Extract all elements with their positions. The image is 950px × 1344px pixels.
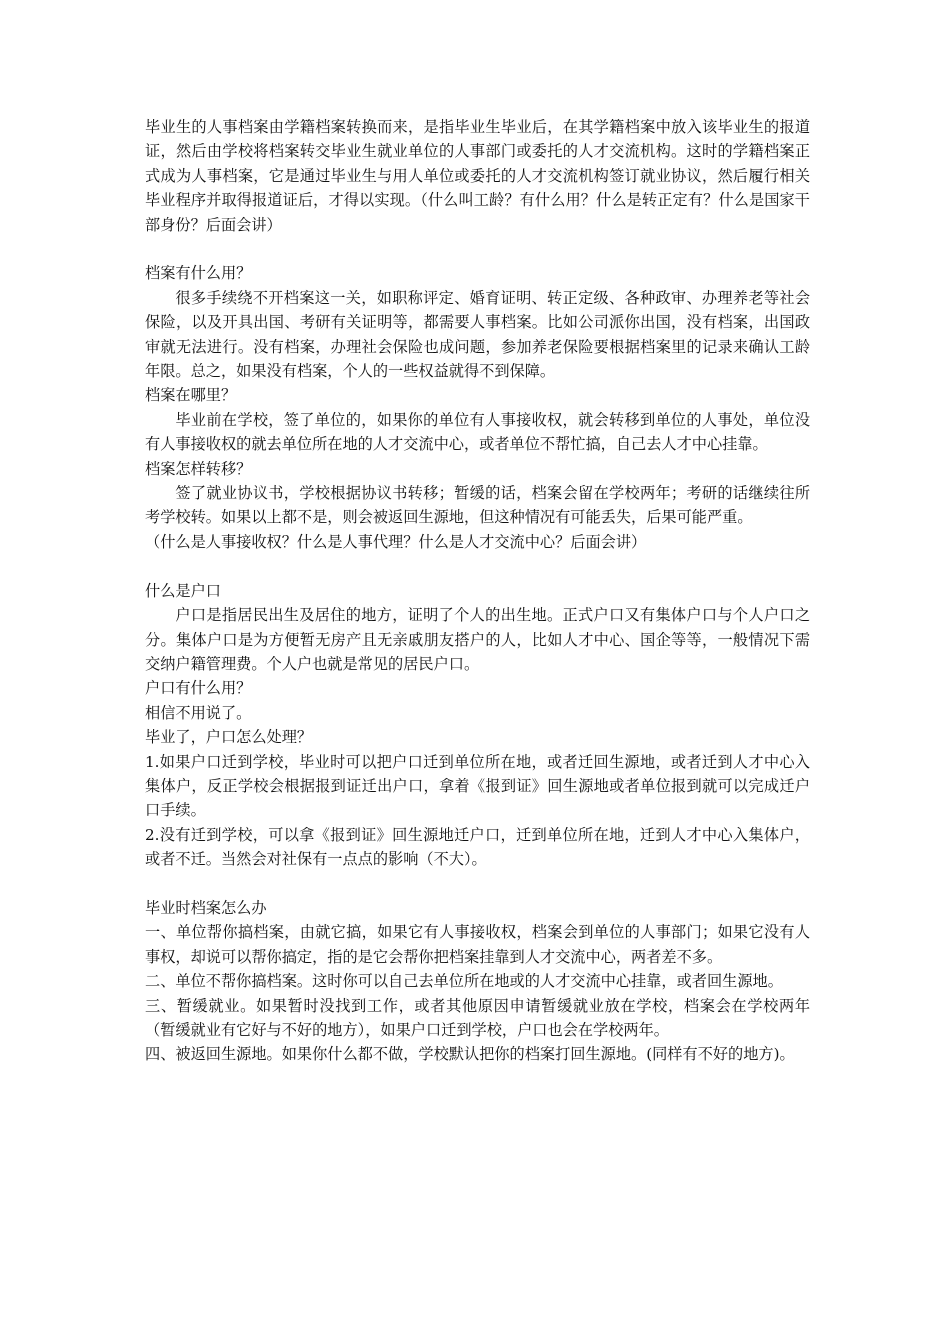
archive-use-paragraph: 很多手续绕不开档案这一关，如职称评定、婚育证明、转正定级、各种政审、办理养老等社会保险，以及开具出国、考研有关证明等，都需要人事档案。比如公司派你出国，没有档案，出国政审就无法进行。没有档案，办理社会保险也成问题，参加养老保险要根据档案里的记录来确认工龄年限。总之，如果没有档案，个人的一些权益就得不到保障。 [145,288,810,381]
blank-line [145,872,810,896]
hukou-item-1: 1.如果户口迁到学校，毕业时可以把户口迁到单位所在地，或者迁回生源地，或者迁到人才中心入集体户，反正学校会根据报到证迁出户口，拿着《报到证》回生源地或者单位报到就可以完成迁户口手续。 [145,752,810,820]
blank-line [145,554,810,578]
archive-note: （什么是人事接收权？什么是人事代理？什么是人才交流中心？后面会讲） [145,532,647,551]
graduation-item-2: 二、单位不帮你搞档案。这时你可以自己去单位所在地或的人才交流中心挂靠，或者回生源地。 [145,972,783,991]
intro-paragraph: 毕业生的人事档案由学籍档案转换而来，是指毕业生毕业后，在其学籍档案中放入该毕业生的报道证，然后由学校将档案转交毕业生就业单位的人事部门或委托的人才交流机构。这时的学籍档案正式成为人事档案，它是通过毕业生与用人单位或委托的人才交流机构签订就业协议，然后履行相关毕业程序并取得报道证后，才得以实现。（什么叫工龄？有什么用？什么是转正定有？什么是国家干部身份？后面会讲） [145,118,810,234]
heading-hukou-graduation: 毕业了，户口怎么处理？ [145,728,313,747]
heading-archive-use: 档案有什么用？ [145,264,252,283]
document-page [145,115,810,1067]
hukou-item-2: 2.没有迁到学校，可以拿《报到证》回生源地迁户口，迁到单位所在地，迁到人才中心入集体户，或者不迁。当然会对社保有一点点的影响（不大）。 [145,825,810,869]
heading-graduation-archive: 毕业时档案怎么办 [145,898,267,917]
graduation-item-3: 三、暂缓就业。如果暂时没找到工作，或者其他原因申请暂缓就业放在学校，档案会在学校两年（暂缓就业有它好与不好的地方），如果户口迁到学校，户口也会在学校两年。 [145,996,810,1039]
heading-archive-location: 档案在哪里？ [145,386,237,405]
archive-location-paragraph: 毕业前在学校，签了单位的，如果你的单位有人事接收权，就会转移到单位的人事处，单位没有人事接收权的就去单位所在地的人才交流中心，或者单位不帮忙搞，自己去人才中心挂靠。 [145,410,810,454]
blank-line [145,237,810,261]
graduation-item-1: 一、单位帮你搞档案，由就它搞，如果它有人事接收权，档案会到单位的人事部门；如果它没有人事权，却说可以帮你搞定，指的是它会帮你把档案挂靠到人才交流中心，两者差不多。 [145,923,810,966]
graduation-item-4: 四、被返回生源地。如果你什么都不做，学校默认把你的档案打回生源地。(同样有不好的地方)。 [145,1045,795,1064]
archive-transfer-paragraph: 签了就业协议书，学校根据协议书转移；暂缓的话，档案会留在学校两年；考研的话继续往所考学校转。如果以上都不是，则会被返回生源地，但这种情况有可能丢失，后果可能严重。 [145,484,810,527]
heading-hukou-use: 户口有什么用？ [145,679,252,698]
hukou-paragraph: 户口是指居民出生及居住的地方，证明了个人的出生地。正式户口又有集体户口与个人户口之分。集体户口是为方便暂无房产且无亲戚朋友搭户的人，比如人才中心、国企等等，一般情况下需交纳户籍管理费。个人户也就是常见的居民户口。 [145,606,810,673]
heading-hukou: 什么是户口 [145,581,221,600]
hukou-use-paragraph: 相信不用说了。 [145,703,252,722]
heading-archive-transfer: 档案怎样转移？ [145,459,252,478]
